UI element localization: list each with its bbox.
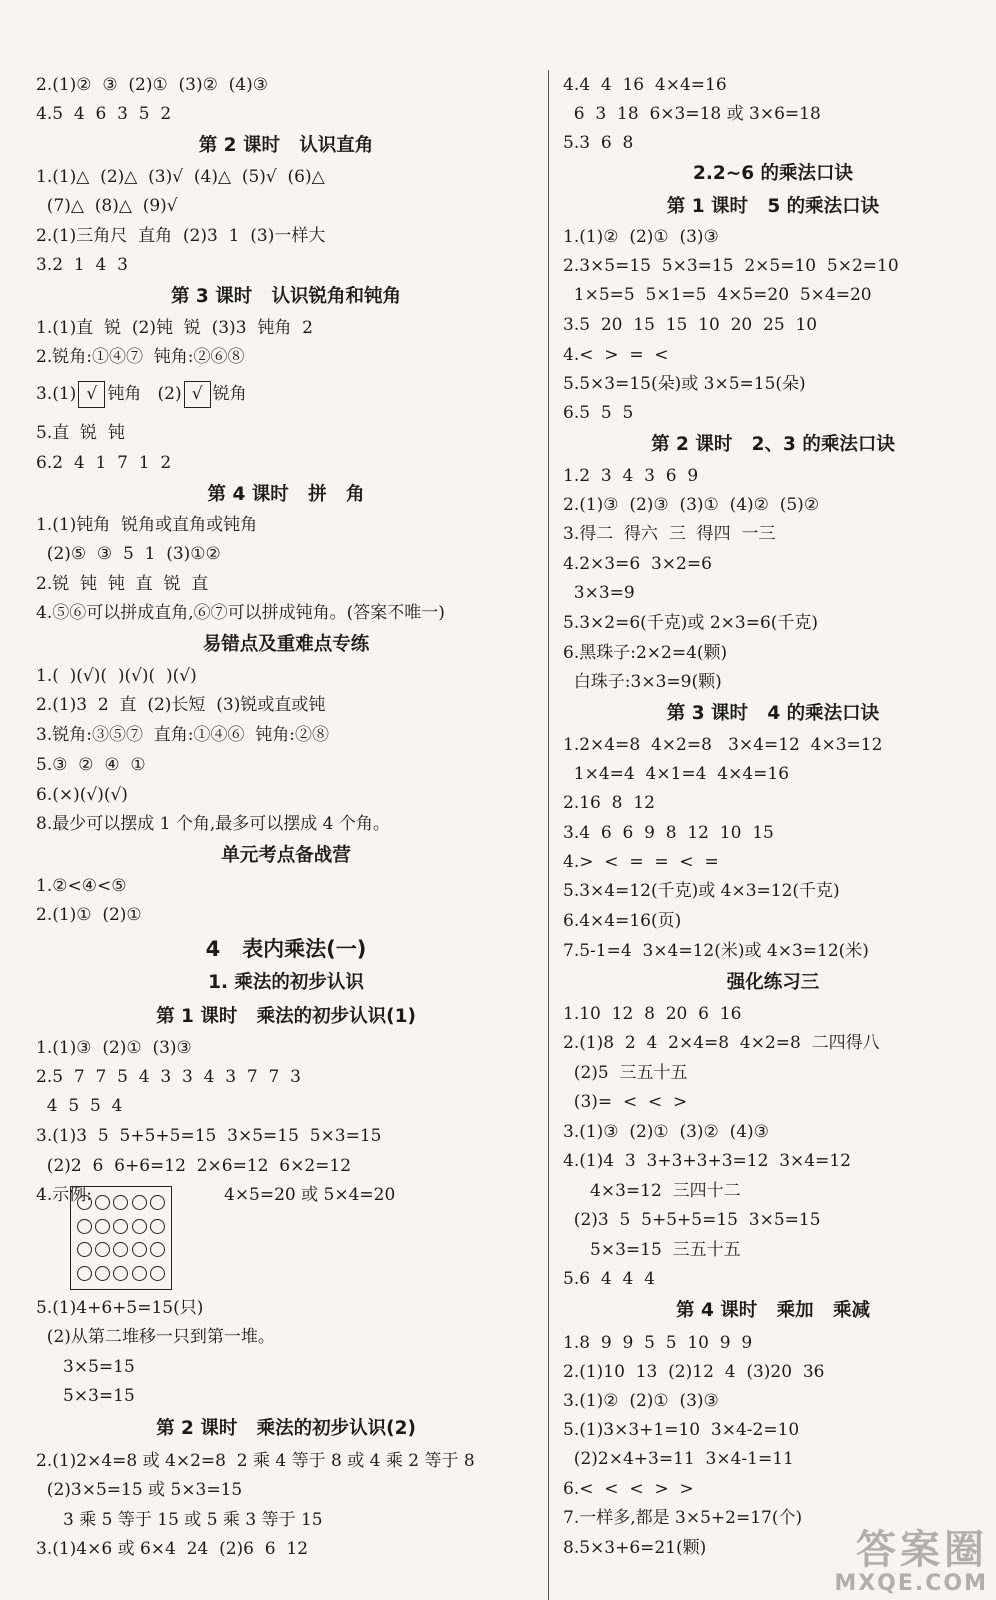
answer-line: (7)△ (8)△ (9)√ xyxy=(36,196,178,216)
answer-line: 3×3=9 xyxy=(563,583,635,603)
answer-line: 3×5=15 xyxy=(36,1357,135,1377)
answer-line: 6.4×4=16(页) xyxy=(563,911,682,931)
circle-grid-figure xyxy=(70,1186,172,1290)
answer-line: 白珠子:3×3=9(颗) xyxy=(563,672,722,692)
answer-line: 5.3×4=12(千克)或 4×3=12(千克) xyxy=(563,881,840,901)
watermark-sub: MXQE.COM xyxy=(834,1571,988,1596)
answer-line: 6.(×)(√)(√) xyxy=(36,785,128,805)
answer-line-boxed xyxy=(36,379,247,409)
check-box-2: √ xyxy=(184,381,211,408)
answer-line: 1.②<④<⑤ xyxy=(36,876,127,896)
answer-line: 3.2 1 4 3 xyxy=(36,255,128,275)
answer-line: 5×3=15 三五十五 xyxy=(563,1240,741,1260)
section-heading: 1. 乘法的初步认识 xyxy=(208,972,364,993)
answer-line: 1.(1)直 锐 (2)钝 锐 (3)3 钝角 2 xyxy=(36,318,313,338)
answer-line: 2.锐 钝 钝 直 锐 直 xyxy=(36,574,209,594)
answer-line: 2.(1)3 2 直 (2)长短 (3)锐或直或钝 xyxy=(36,695,326,715)
circle-mark xyxy=(150,1266,165,1281)
answer-line: 5×3=15 xyxy=(36,1386,135,1406)
section-heading: 易错点及重难点专练 xyxy=(202,634,370,655)
answer-line: 1×4=4 4×1=4 4×4=16 xyxy=(563,764,790,784)
answer-line: 6.< < < > > xyxy=(563,1479,694,1499)
answer-line: 6.5 5 5 xyxy=(563,403,634,423)
figure-answer: 4×5=20 或 5×4=20 xyxy=(224,1185,396,1205)
section-heading: 第 3 课时 认识锐角和钝角 xyxy=(170,286,402,307)
answer-line: 1.(1)钝角 锐角或直角或钝角 xyxy=(36,515,258,535)
section-heading: 第 2 课时 2、3 的乘法口诀 xyxy=(651,434,895,455)
answer-line: 1.( )(√)( )(√)( )(√) xyxy=(36,666,197,686)
answer-line: 3.(1)③ (2)① (3)② (4)③ xyxy=(563,1122,769,1142)
boxed-mid: 钝角 (2) xyxy=(107,384,182,404)
answer-line: 5.3 6 8 xyxy=(563,133,634,153)
circle-mark xyxy=(113,1195,128,1210)
answer-line: 1.(1)△ (2)△ (3)√ (4)△ (5)√ (6)△ xyxy=(36,167,325,187)
answer-line: 4.4 4 16 4×4=16 xyxy=(563,75,727,95)
answer-line: 1×5=5 5×1=5 4×5=20 5×4=20 xyxy=(563,285,872,305)
answer-line: 8.最少可以摆成 1 个角,最多可以摆成 4 个角。 xyxy=(36,814,390,834)
answer-line: 1.2 3 4 3 6 9 xyxy=(563,466,699,486)
answer-line: (2)从第二堆移一只到第一堆。 xyxy=(36,1327,275,1347)
answer-line: 3.(1)4×6 或 6×4 24 (2)6 6 12 xyxy=(36,1539,309,1559)
answer-line: 1.(1)③ (2)① (3)③ xyxy=(36,1038,192,1058)
circle-mark xyxy=(132,1266,147,1281)
section-heading: 单元考点备战营 xyxy=(221,845,351,866)
section-heading: 第 2 课时 乘法的初步认识(2) xyxy=(156,1418,416,1439)
answer-line: 1.8 9 9 5 5 10 9 9 xyxy=(563,1333,753,1353)
section-heading: 第 2 课时 认识直角 xyxy=(198,135,374,156)
answer-line: 4.2×3=6 3×2=6 xyxy=(563,554,712,574)
circle-mark xyxy=(95,1266,110,1281)
answer-line: 2.5 7 7 5 4 3 3 4 3 7 7 3 xyxy=(36,1067,301,1087)
section-heading: 第 1 课时 5 的乘法口诀 xyxy=(666,196,880,217)
circle-mark xyxy=(150,1242,165,1257)
answer-line: 2.16 8 12 xyxy=(563,793,655,813)
section-heading: 4 表内乘法(一) xyxy=(205,937,367,961)
circle-mark xyxy=(77,1242,92,1257)
section-heading: 强化练习三 xyxy=(726,972,820,993)
answer-line: 6 3 18 6×3=18 或 3×6=18 xyxy=(563,104,821,124)
answer-line: 6.黑珠子:2×2=4(颗) xyxy=(563,643,728,663)
section-heading: 2.2~6 的乘法口诀 xyxy=(692,163,854,184)
circle-mark xyxy=(113,1266,128,1281)
answer-line: 3.(1)② (2)① (3)③ xyxy=(563,1391,719,1411)
answer-line: (2)3×5=15 或 5×3=15 xyxy=(36,1480,243,1500)
watermark-logo xyxy=(834,1528,988,1596)
circle-mark xyxy=(150,1195,165,1210)
answer-line: 7.5-1=4 3×4=12(米)或 4×3=12(米) xyxy=(563,941,869,961)
answer-line: 4.> < = = < = xyxy=(563,852,719,872)
answer-line: 5.5×3=15(朵)或 3×5=15(朵) xyxy=(563,374,806,394)
answer-line: 5.③ ② ④ ① xyxy=(36,755,146,775)
answer-line: (2)2 6 6+6=12 2×6=12 6×2=12 xyxy=(36,1156,352,1176)
answer-line: 5.(1)4+6+5=15(只) xyxy=(36,1298,204,1318)
circle-mark xyxy=(77,1195,92,1210)
circle-mark xyxy=(132,1242,147,1257)
answer-line: 6.2 4 1 7 1 2 xyxy=(36,453,172,473)
circle-mark xyxy=(132,1195,147,1210)
answer-line: 5.直 锐 钝 xyxy=(36,423,125,443)
figure-label: 4.示例: xyxy=(36,1185,92,1205)
circle-mark xyxy=(95,1242,110,1257)
circle-mark xyxy=(150,1219,165,1234)
answer-line: 4×3=12 三四十二 xyxy=(563,1181,741,1201)
answer-line: 3.(1)3 5 5+5+5=15 3×5=15 5×3=15 xyxy=(36,1126,382,1146)
answer-line: (2)5 三五十五 xyxy=(563,1063,688,1083)
answer-line: 2.3×5=15 5×3=15 2×5=10 5×2=10 xyxy=(563,256,899,276)
answer-line: 3.4 6 6 9 8 12 10 15 xyxy=(563,823,774,843)
answer-line: 1.10 12 8 20 6 16 xyxy=(563,1004,742,1024)
answer-line: 8.5×3+6=21(颗) xyxy=(563,1538,707,1558)
check-box-1: √ xyxy=(78,381,105,408)
answer-line: 2.(1)① (2)① xyxy=(36,905,142,925)
answer-line: 3.得二 得六 三 得四 一三 xyxy=(563,524,776,544)
answer-line: 2.(1)2×4=8 或 4×2=8 2 乘 4 等于 8 或 4 乘 2 等于 8 xyxy=(36,1451,475,1471)
answer-line: 4.⑤⑥可以拼成直角,⑥⑦可以拼成钝角。(答案不唯一) xyxy=(36,603,445,623)
answer-line: 1.2×4=8 4×2=8 3×4=12 4×3=12 xyxy=(563,735,883,755)
answer-line: 3 乘 5 等于 15 或 5 乘 3 等于 15 xyxy=(36,1510,323,1530)
answer-line: 2.锐角:①④⑦ 钝角:②⑥⑧ xyxy=(36,347,245,367)
section-heading: 第 4 课时 拼 角 xyxy=(207,484,365,505)
section-heading: 第 1 课时 乘法的初步认识(1) xyxy=(156,1006,416,1027)
circle-mark xyxy=(113,1219,128,1234)
answer-line: 1.(1)② (2)① (3)③ xyxy=(563,227,719,247)
circle-mark xyxy=(95,1219,110,1234)
answer-line: 2.(1)② ③ (2)① (3)② (4)③ xyxy=(36,75,268,95)
answer-line: 4 5 5 4 xyxy=(36,1096,123,1116)
section-heading: 第 3 课时 4 的乘法口诀 xyxy=(666,703,880,724)
section-heading: 第 4 课时 乘加 乘减 xyxy=(676,1300,870,1321)
answer-line: 3.5 20 15 15 10 20 25 10 xyxy=(563,315,818,335)
answer-line: 5.(1)3×3+1=10 3×4-2=10 xyxy=(563,1420,800,1440)
answer-line: 4.5 4 6 3 5 2 xyxy=(36,104,172,124)
circle-mark xyxy=(77,1266,92,1281)
answer-line: (3)= < < > xyxy=(563,1092,688,1112)
circle-mark xyxy=(95,1195,110,1210)
answer-line: 2.(1)三角尺 直角 (2)3 1 (3)一样大 xyxy=(36,226,326,246)
answer-line: 4.(1)4 3 3+3+3+3=12 3×4=12 xyxy=(563,1151,851,1171)
answer-line: 2.(1)10 13 (2)12 4 (3)20 36 xyxy=(563,1362,825,1382)
answer-line: 7.一样多,都是 3×5+2=17(个) xyxy=(563,1508,803,1528)
circle-mark xyxy=(132,1219,147,1234)
answer-line: 5.6 4 4 4 xyxy=(563,1269,655,1289)
answer-line: (2)3 5 5+5+5=15 3×5=15 xyxy=(563,1210,821,1230)
answer-line: 2.(1)③ (2)③ (3)① (4)② (5)② xyxy=(563,495,820,515)
answer-line: 4.< > = < xyxy=(563,345,669,365)
answer-line: (2)2×4+3=11 3×4-1=11 xyxy=(563,1449,794,1469)
answer-line: 2.(1)8 2 4 2×4=8 4×2=8 二四得八 xyxy=(563,1033,880,1053)
answer-line: (2)⑤ ③ 5 1 (3)①② xyxy=(36,544,221,564)
boxed-prefix: 3.(1) xyxy=(36,384,77,404)
watermark-main: 答案圈 xyxy=(856,1527,988,1573)
answer-line: 3.锐角:③⑤⑦ 直角:①④⑥ 钝角:②⑧ xyxy=(36,725,330,745)
answer-line: 5.3×2=6(千克)或 2×3=6(千克) xyxy=(563,613,819,633)
column-divider xyxy=(548,70,549,1600)
circle-mark xyxy=(77,1219,92,1234)
circle-mark xyxy=(113,1242,128,1257)
boxed-suffix: 锐角 xyxy=(212,384,247,404)
